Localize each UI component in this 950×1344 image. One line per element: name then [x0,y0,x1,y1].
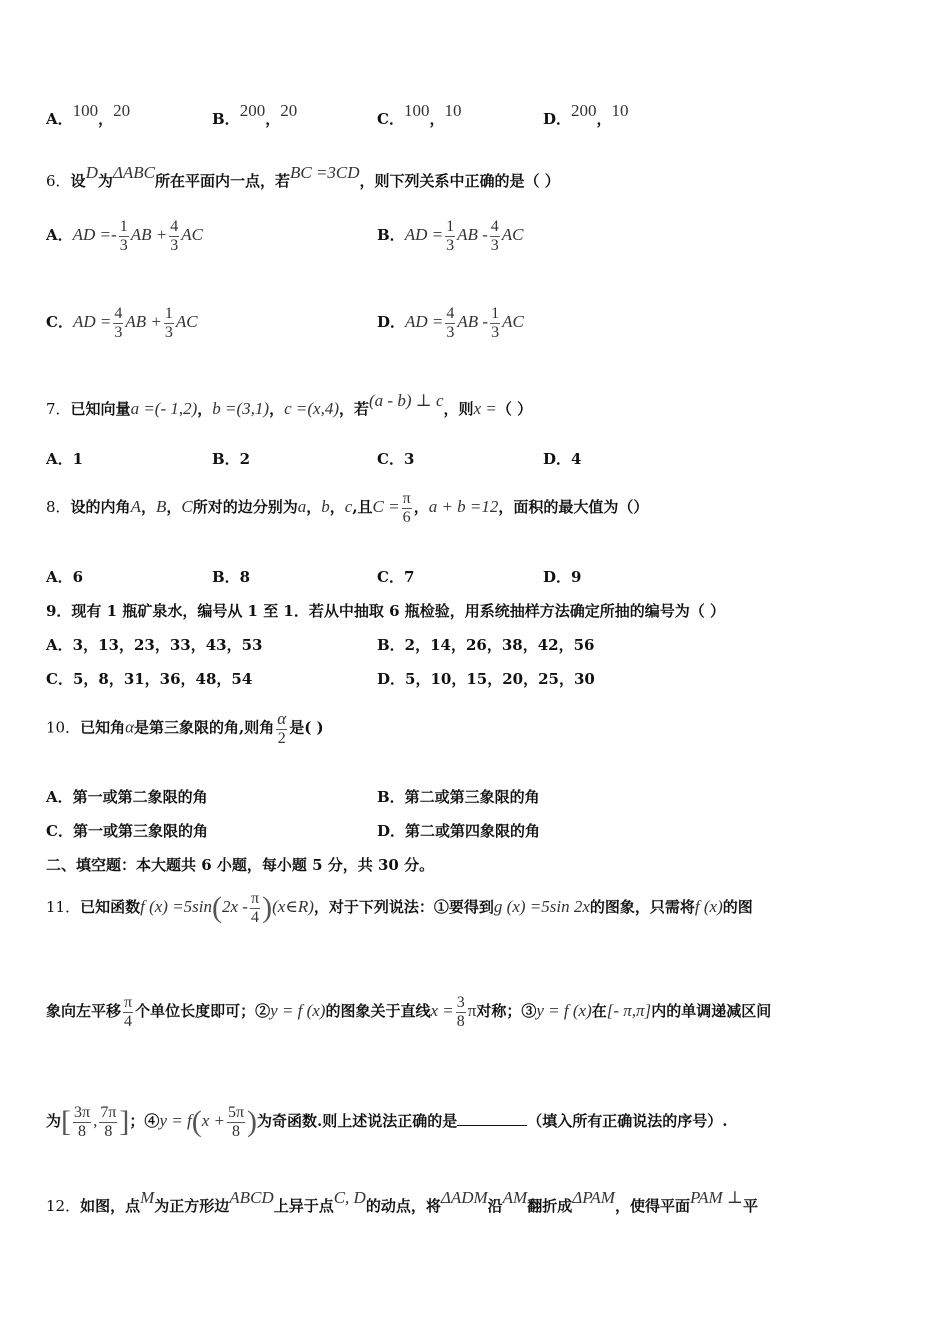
q7-option-c: C．3 [377,450,415,468]
question-8-stem: 8．设的内角A，B，C所对的边分别为a，b，c,且C = $\frac{\pi}{6}$ ，a + b =12，面积的最大值为（） [46,490,649,526]
q10-option-c: C．第一或第三象限的角 [46,822,208,840]
q5-option-a: A．100，20 [46,101,131,128]
q5-option-b: B．200，20 [212,101,298,128]
q9-option-d: D．5，10，15，20，25，30 [377,670,595,688]
q8-option-a: A．6 [46,568,84,586]
question-10-stem: 10．已知角α是第三象限的角,则角 $\frac{\alpha}{2}$ 是( ) [46,709,324,747]
q6-option-a: A．AD =- $\frac{1}{3}$ AB + $\frac{4}{3}$ AC [46,218,203,254]
question-11-line-2: 象向左平移 $\frac{\pi}{4}$ 个单位长度即可；②y = f (x)的图象关于直线x = $\frac{3}{8}$ π对称；③y = f (x)在[- π,π]内的单调递减区间 [46,994,772,1030]
q6-option-b: B．AD = $\frac{1}{3}$ AB - $\frac{4}{3}$ AC [377,218,524,254]
q6-option-d: D．AD = $\frac{4}{3}$ AB - $\frac{1}{3}$ AC [377,305,524,341]
q9-option-c: C．5，8，31，36，48，54 [46,670,253,688]
q7-option-a: A．1 [46,450,84,468]
question-9-stem: 9．现有 1 瓶矿泉水，编号从 1 至 1．若从中抽取 6 瓶检验，用系统抽样方法确定所抽的编号为（ ） [46,602,725,620]
q8-option-c: C．7 [377,568,415,586]
q8-option-b: B．8 [212,568,251,586]
section-2-heading: 二、填空题：本大题共 6 小题，每小题 5 分，共 30 分。 [46,856,435,874]
q10-option-d: D．第二或第四象限的角 [377,822,541,840]
q5-option-d: D．200，10 [543,101,629,128]
question-12-stem: 12．如图，点M为正方形边ABCD上异于点C, D的动点，将ΔADM沿AM翻折成ΔPAM，使得平面PAM ⊥平 [46,1188,758,1215]
question-6-stem: 6．设D为ΔABC所在平面内一点，若BC =3CD，则下列关系中正确的是（ ） [46,163,560,190]
q7-option-d: D．4 [543,450,582,468]
question-11-line-1: 11．已知函数f (x) =5sin(2x - $\frac{\pi}{4}$ )(x∈R)，对于下列说法：①要得到g (x) =5sin 2x的图象，只需将f (x)的图 [46,890,753,926]
q6-option-c: C．AD = $\frac{4}{3}$ AB + $\frac{1}{3}$ AC [46,305,198,341]
q8-option-d: D．9 [543,568,582,586]
q5-option-c: C．100，10 [377,101,462,128]
q10-option-a: A．第一或第二象限的角 [46,788,208,806]
question-11-line-3: 为[ $\frac{3\pi}{8}$ , $\frac{7\pi}{8}$ ]；④y = f(x + $\frac{5\pi}{8}$ )为奇函数.则上述说法正确的是 （填入所有正确说法的序号）. [46,1104,728,1140]
question-7-stem: 7．已知向量a =(- 1,2)，b =(3,1)，c =(x,4)，若(a - b) ⊥ c，则x =（ ） [46,391,533,418]
q10-option-b: B．第二或第三象限的角 [377,788,540,806]
answer-blank[interactable] [457,1111,527,1126]
q7-option-b: B．2 [212,450,251,468]
q9-option-b: B．2，14，26，38，42，56 [377,636,595,654]
q9-option-a: A．3，13，23，33，43，53 [46,636,263,654]
